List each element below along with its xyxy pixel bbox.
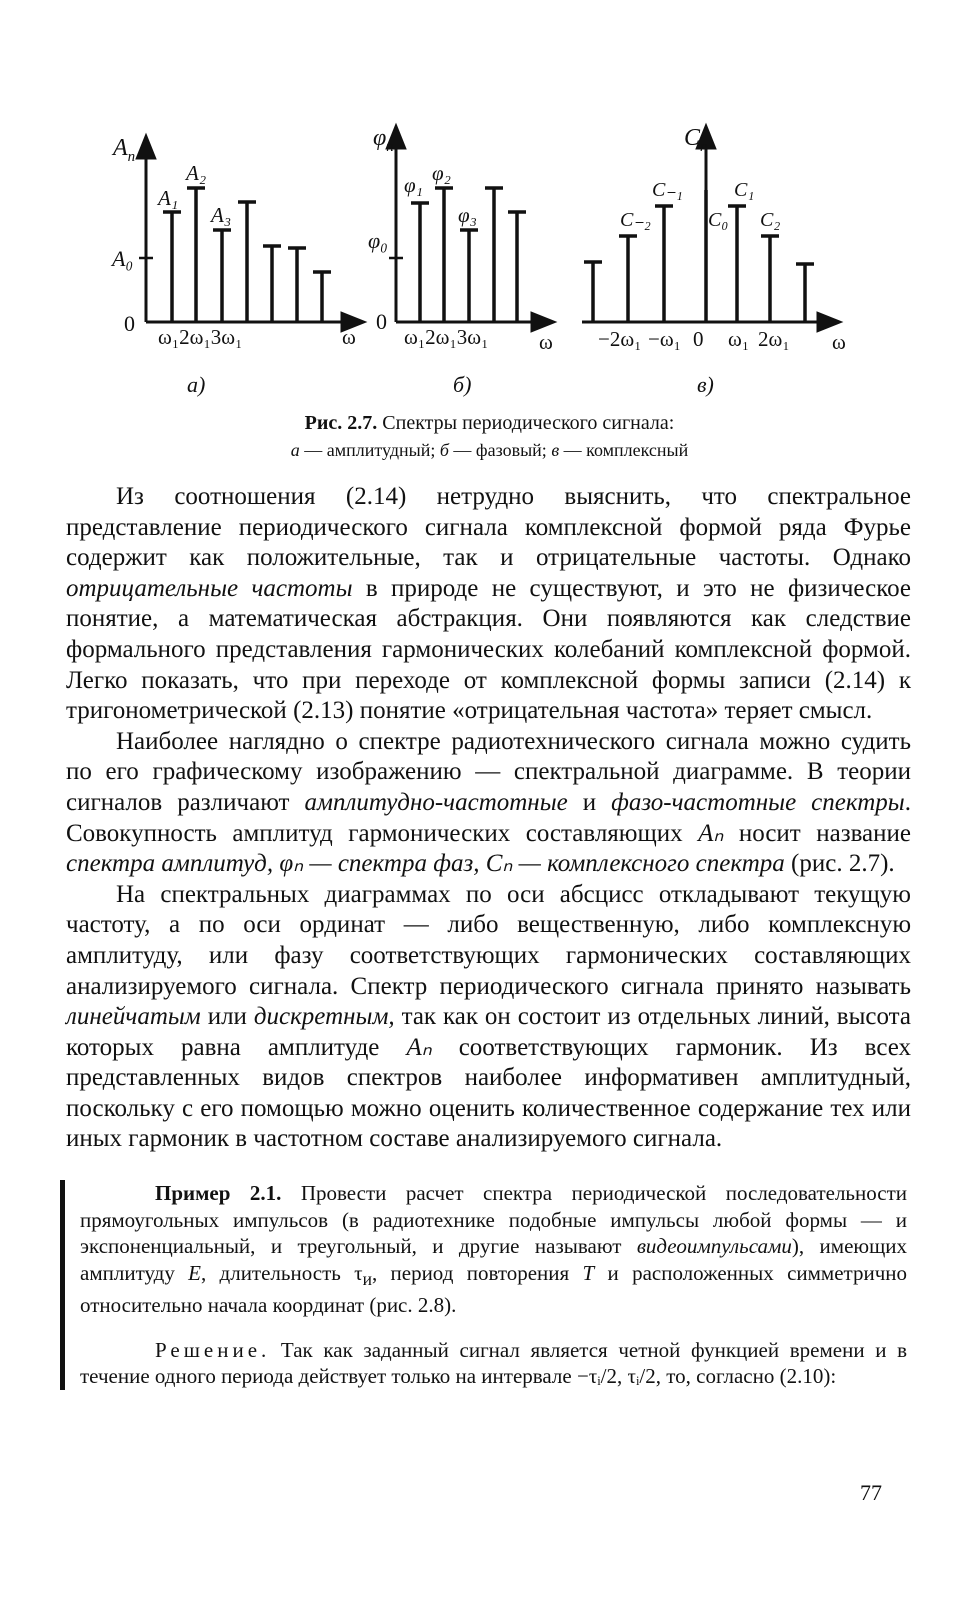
example-2-1 [80,1180,907,1408]
a-bar-label-1: A₁ [158,186,179,210]
b-x-ticks: ω₁2ω₁3ω₁ [404,325,489,349]
figure-number: Рис. 2.7. [304,412,378,434]
figure-title: Спектры периодического сигнала: [377,412,675,434]
c-x-tick-0: 0 [693,327,704,351]
a-x-ticks: ω₁2ω₁3ω₁ [158,325,243,349]
c-x-tick-2: 2ω₁ [758,327,790,351]
body-text [66,482,911,1155]
c-bar-label-2: C₂ [760,209,781,231]
paragraph-2: Наиболее наглядно о спектре радиотехнического сигнала можно судить по его графическому изображению — спектральной диаграмме. В теории сигналов различают амплитудно-частотные и фазо-частотные спектры. Совокупность амплитуд гармонических составляющих Aₙ носит название спектра амплитуд, φₙ — спектра фаз, Cₙ — комплексного спектра (рис. 2.7). [66,727,911,878]
b-bar-label-3: φ₃ [458,203,477,227]
c-bar-label-0: C₀ [708,209,729,231]
figure-caption-legend: а — амплитудный; б — фазовый; в — комплексный [290,440,689,460]
c-bar-label-m2: C₋₂ [620,209,651,231]
example-statement: Пример 2.1. Провести расчет спектра периодической последовательности прямоугольных импульсов (в радиотехнике подобные импульсы любой формы — и экспоненциальный, и треугольный, и другие называют видеоимпульсами), имеющих амплитуду E, длительность $\tau_и$, период повторения T и расположенных симметрично относительно начала координат (рис. 2.8). [80,1181,908,1318]
a-panel-label: а) [187,372,206,397]
b-panel-label: б) [453,372,472,397]
b-bar-label-2: φ₂ [432,161,451,185]
c-panel-label: в) [697,372,714,397]
c-x-tick-m2: −2ω₁ [598,327,642,351]
solution-label: Решение. [155,1337,271,1362]
c-y-label: $C_n$ [684,125,708,155]
example-margin-bar [60,1180,65,1390]
figure-caption-title [0,412,979,435]
panel-amplitude [110,135,362,397]
c-x-label: ω [832,330,846,354]
paragraph-1: Из соотношения (2.14) нетрудно выяснить, что спектральное представление периодического сигнала комплексной формой ряда Фурье содержит как положительные, так и отрицательные частоты. Однако отрицательные частоты в природе не существуют, и это не физическое понятие, а математическая абстракция. Они появляются как следствие формального представления гармонических колебаний комплексной формой. Легко показать, что при переходе от комплексной формы записи (2.14) к тригонометрической (2.13) понятие «отрицательная частота» теряет смысл. [66,483,911,725]
page-number: 77 [860,1480,882,1505]
c-bar-label-m1: C₋₁ [652,179,683,201]
b-bar-label-1: φ₁ [404,173,423,197]
c-x-tick-1: ω₁ [728,327,750,351]
example-solution: Решение. Так как заданный сигнал является четной функцией времени и в течение одного периода действует только на интервале −τᵢ/2, τᵢ/2, то, согласно (2.10): [80,1337,907,1389]
b-zero-label: 0 [376,309,387,334]
c-x-tick-m1: −ω₁ [648,327,681,351]
spectra-figure [0,0,979,410]
panel-phase [368,125,553,397]
paragraph-3: На спектральных диаграммах по оси абсцисс откладывают текущую частоту, а по оси ординат — либо вещественную, либо комплексную амплитуду, или фазу соответствующих гармонических составляющих анализируемого сигнала. Спектр периодического сигнала принято называть линейчатым или дискретным, так как он состоит из отдельных линий, высота которых равна амплитуде Aₙ соответствующих гармоник. Из всех представленных видов спектров наиболее информативен амплитудный, поскольку с его помощью можно оценить количественное содержание тех или иных гармоник в частотном составе анализируемого сигнала. [66,880,911,1153]
figure-2-7 [0,0,979,470]
example-title: Пример 2.1. [155,1181,282,1205]
a-bar-label-3: A₃ [211,203,232,227]
a-bars [163,188,331,322]
b-x-label: ω [539,330,553,354]
b-y-label: $\varphi_n$ [373,125,394,155]
b-level-label: φ₀ [368,228,388,253]
a-level-label: A₀ [112,246,134,271]
a-bar-label-2: A₂ [186,161,207,185]
panel-complex [582,125,846,397]
a-zero-label: 0 [124,311,135,336]
c-bar-label-1: C₁ [734,179,755,201]
a-y-label: $A_n$ [113,135,136,165]
a-x-label: ω [342,325,356,349]
